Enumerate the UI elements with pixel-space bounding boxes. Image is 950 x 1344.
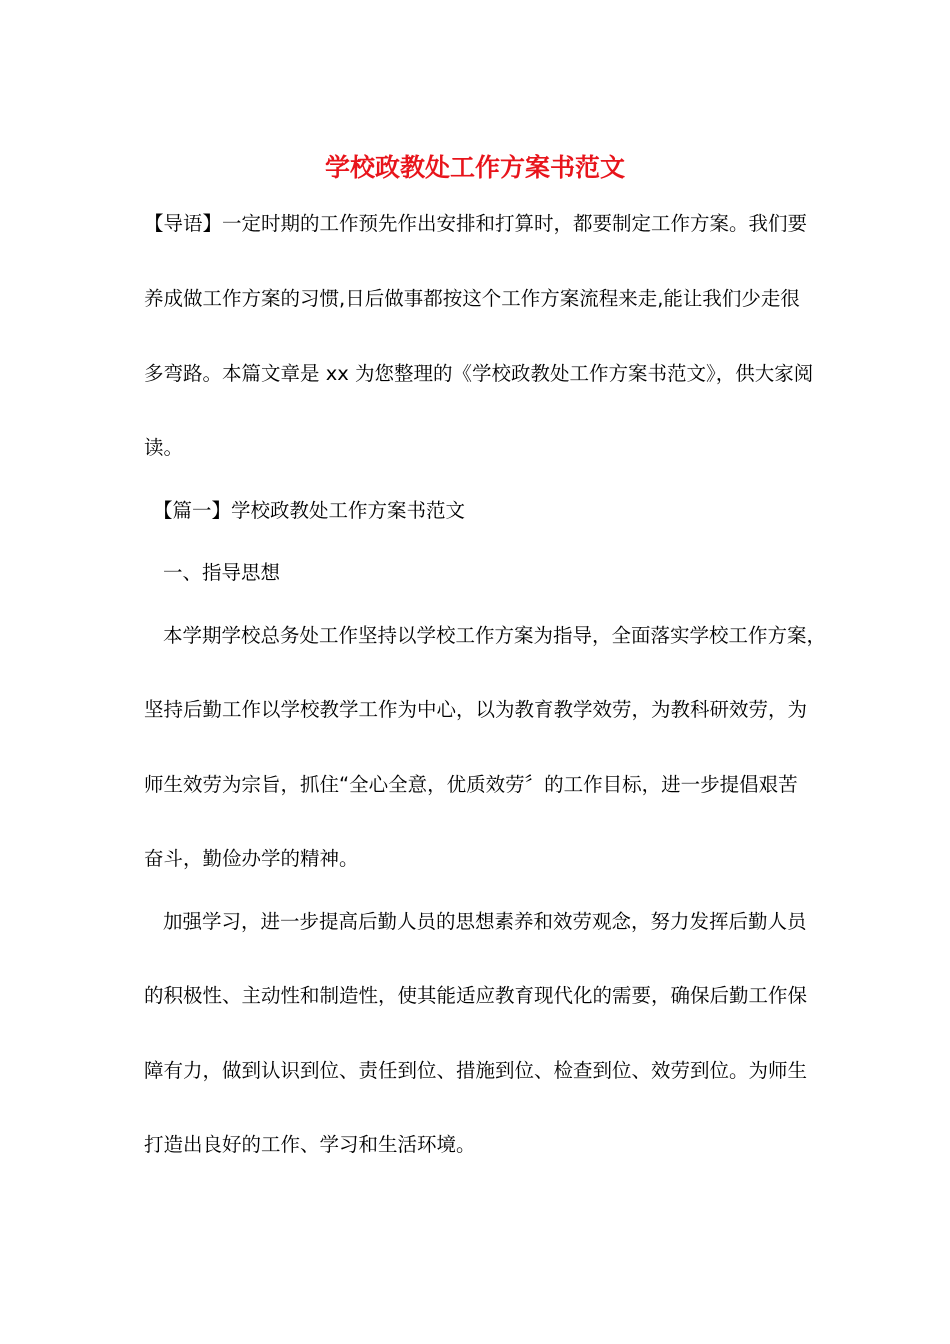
subheading: 一、指导思想: [163, 561, 281, 584]
section-heading: 【篇一】学校政教处工作方案书范文: [153, 499, 466, 522]
intro-line-4: 读。: [144, 436, 184, 459]
paragraph1-line-1: 本学期学校总务处工作坚持以学校工作方案为指导，全面落实学校工作方案，: [163, 624, 827, 647]
paragraph1-line-3: 师生效劳为宗旨，抓住“全心全意，优质效劳〞的工作目标，进一步提倡艰苦: [144, 773, 798, 796]
intro-line-3: 多弯路。本篇文章是 xx 为您整理的《学校政教处工作方案书范文》，供大家阅: [144, 362, 814, 385]
paragraph2-line-1: 加强学习，进一步提高后勤人员的思想素养和效劳观念，努力发挥后勤人员: [163, 910, 807, 933]
paragraph1-line-4: 奋斗，勤俭办学的精神。: [144, 847, 359, 870]
intro-line-2: 养成做工作方案的习惯,日后做事都按这个工作方案流程来走,能让我们少走很: [144, 287, 800, 310]
intro-line-1: 【导语】一定时期的工作预先作出安排和打算时，都要制定工作方案。我们要: [144, 212, 808, 235]
paragraph2-line-4: 打造出良好的工作、学习和生活环境。: [144, 1133, 476, 1156]
paragraph2-line-2: 的积极性、主动性和制造性，使其能适应教育现代化的需要，确保后勤工作保: [144, 984, 808, 1007]
paragraph1-line-2: 坚持后勤工作以学校教学工作为中心，以为教育教学效劳，为教科研效劳，为: [144, 698, 808, 721]
paragraph2-line-3: 障有力，做到认识到位、责任到位、措施到位、检查到位、效劳到位。为师生: [144, 1059, 808, 1082]
document-title: 学校政教处工作方案书范文: [324, 153, 625, 182]
